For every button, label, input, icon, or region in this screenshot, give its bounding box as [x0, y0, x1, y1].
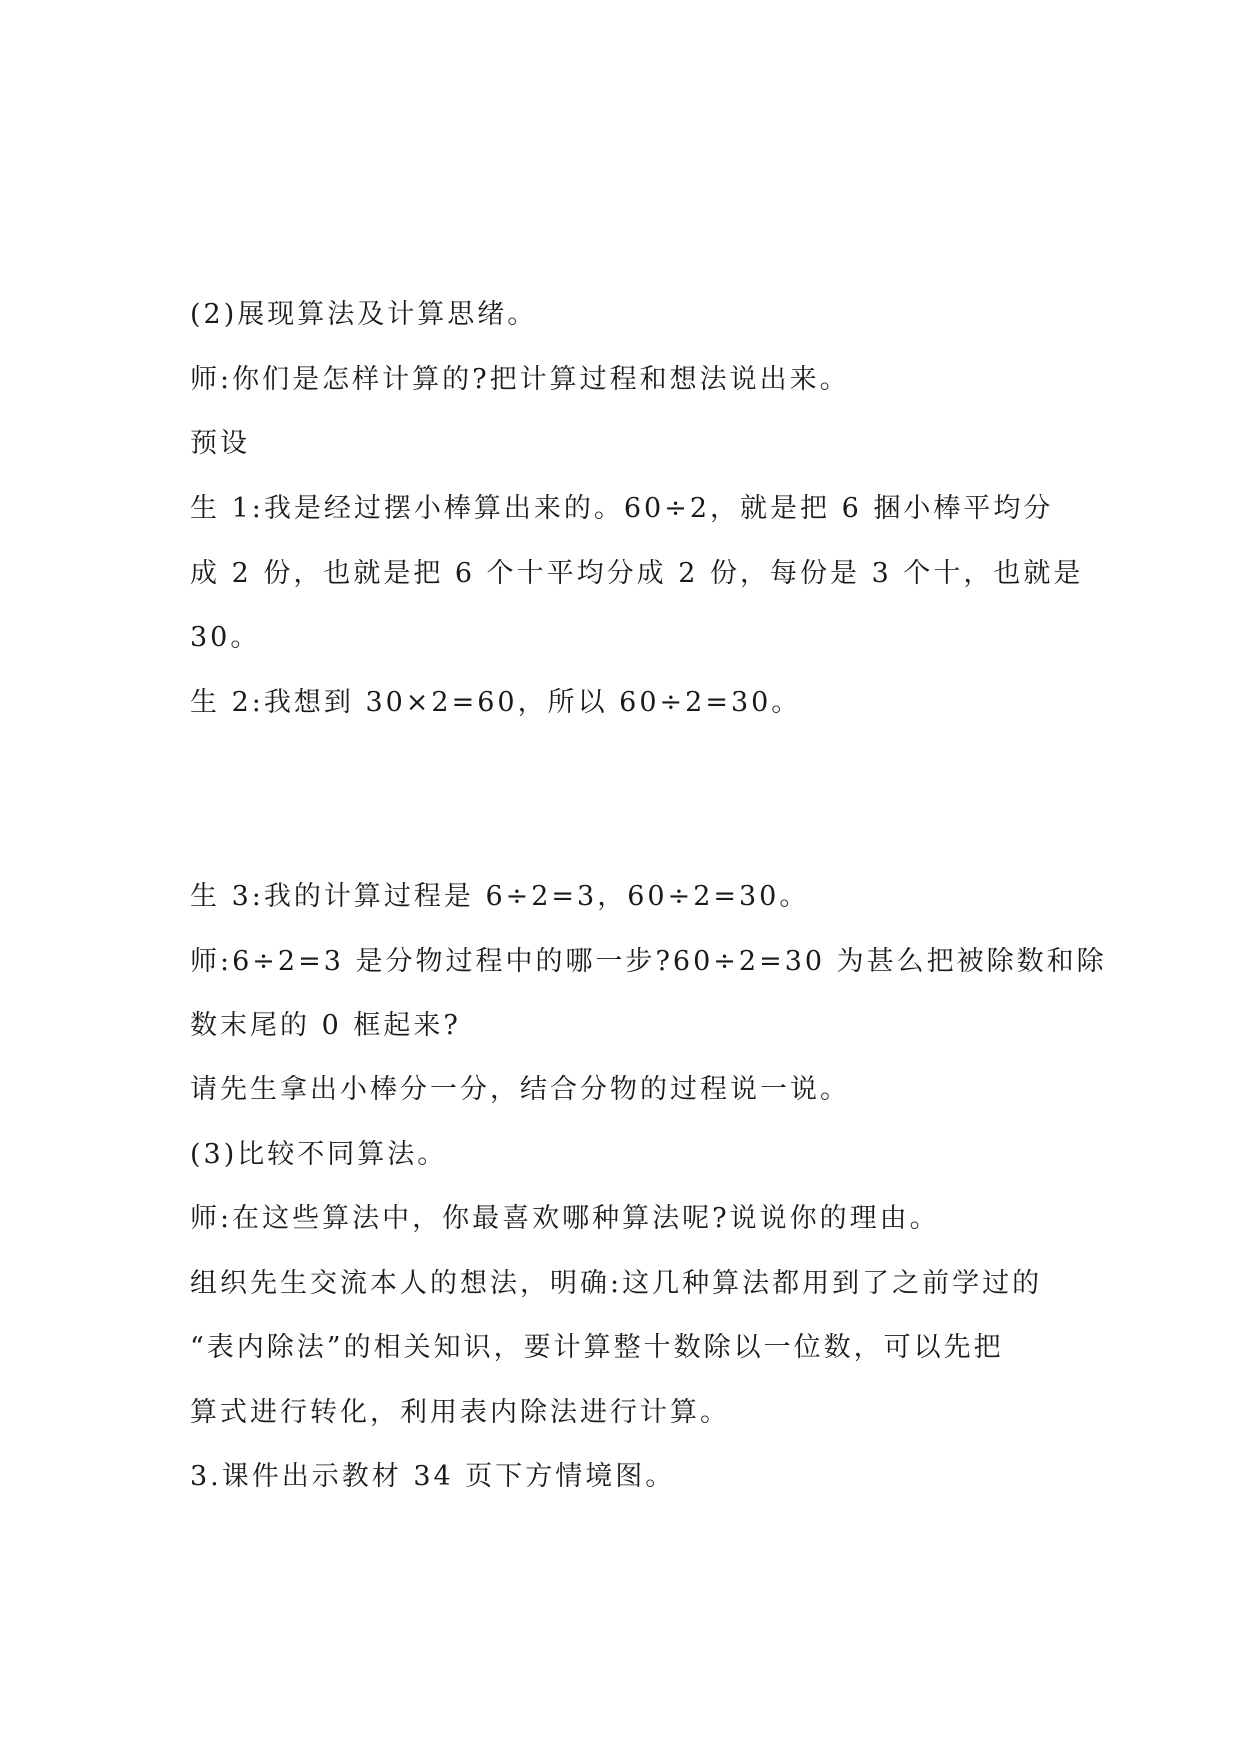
text-line-section-2-heading: (2)展现算法及计算思绪。: [190, 299, 538, 330]
text-line-teacher-question-2-cont: 数末尾的 0 框起来?: [190, 1010, 461, 1041]
text-line-teacher-question-3: 师:在这些算法中，你最喜欢哪种算法呢?说说你的理由。: [190, 1203, 940, 1234]
text-line-organize-end: 算式进行转化，利用表内除法进行计算。: [190, 1397, 730, 1428]
text-line-student-1-cont: 成 2 份，也就是把 6 个十平均分成 2 份，每份是 3 个十，也就是: [190, 558, 1084, 589]
text-line-section-3-heading: (3)比较不同算法。: [190, 1139, 448, 1170]
text-line-student-2: 生 2:我想到 30×2=60，所以 60÷2=30。: [190, 687, 802, 718]
text-line-teacher-question: 师:你们是怎样计算的?把计算过程和想法说出来。: [190, 364, 850, 395]
text-line-student-1-end: 30。: [190, 622, 261, 653]
text-line-instruction: 请先生拿出小棒分一分，结合分物的过程说一说。: [190, 1074, 850, 1105]
text-line-teacher-question-2: 师:6÷2=3 是分物过程中的哪一步?60÷2=30 为甚么把被除数和除: [190, 946, 1107, 977]
text-line-preset: 预设: [190, 428, 250, 459]
text-line-student-1: 生 1:我是经过摆小棒算出来的。60÷2，就是把 6 捆小棒平均分: [190, 493, 1054, 524]
text-line-step-3: 3.课件出示教材 34 页下方情境图。: [190, 1461, 676, 1492]
text-line-organize: 组织先生交流本人的想法，明确:这几种算法都用到了之前学过的: [190, 1268, 1043, 1299]
text-line-organize-cont: “表内除法”的相关知识，要计算整十数除以一位数，可以先把: [190, 1332, 1004, 1363]
text-line-student-3: 生 3:我的计算过程是 6÷2=3，60÷2=30。: [190, 881, 810, 912]
